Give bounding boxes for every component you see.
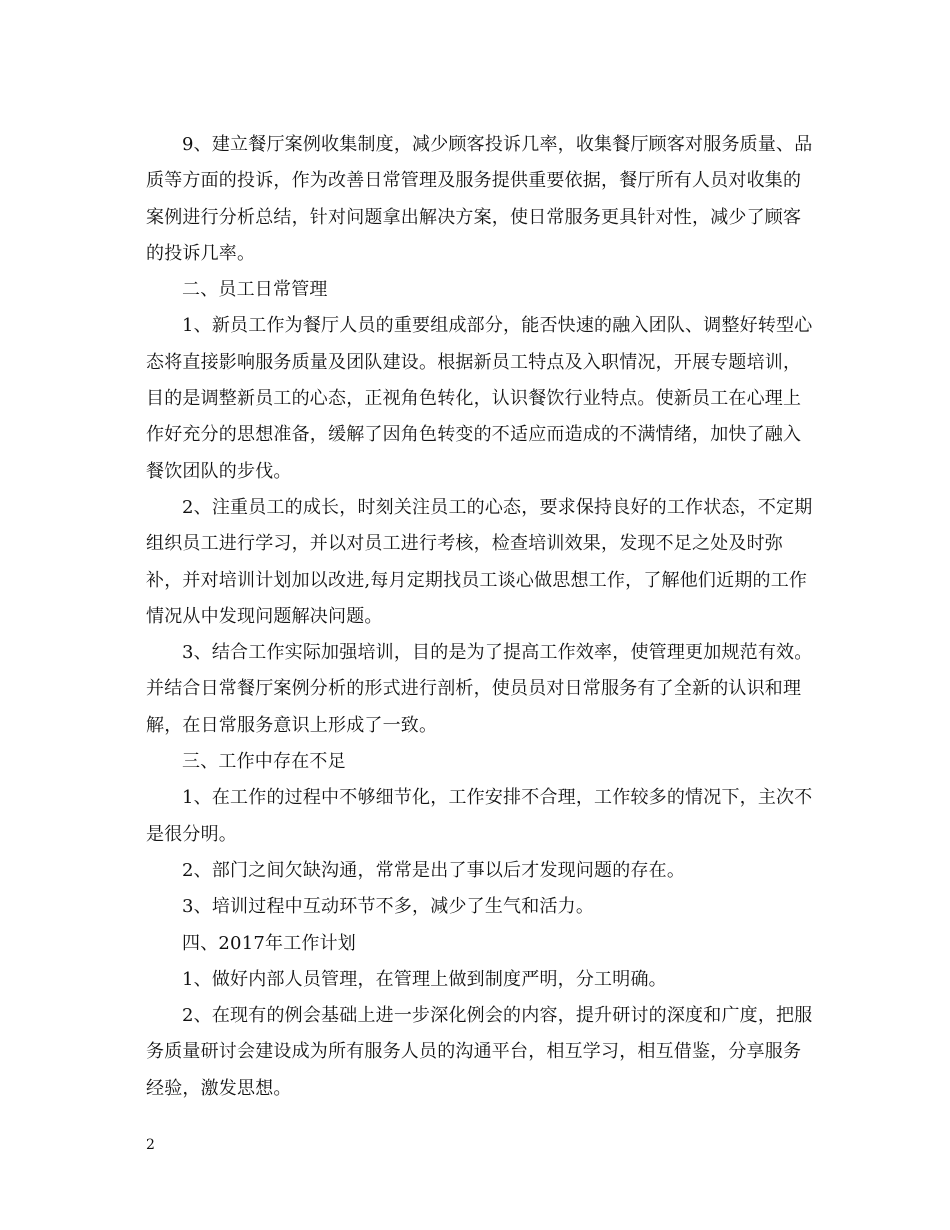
page-number: 2	[146, 1137, 155, 1153]
paragraph-shortcoming-2: 2、部门之间欠缺沟通，常常是出了事以后才发现问题的存在。	[182, 859, 686, 881]
paragraph-training: 3、结合工作实际加强培训，目的是为了提高工作效率，使管理更加规范有效。并结合日常餐厅案例分析的形式进行剖析，使员员对日常服务有了全新的认识和理解，在日常服务意识上形成了一致。	[146, 642, 813, 736]
paragraph-case-collection: 9、建立餐厅案例收集制度，减少顾客投诉几率，收集餐厅顾客对服务质量、品质等方面的投诉，作为改善日常管理及服务提供重要依据，餐厅所有人员对收集的案例进行分析总结，针对问题拿出解决方案，使日常服务更具针对性，减少了顾客的投诉几率。	[146, 134, 813, 264]
section-heading-shortcomings: 三、工作中存在不足	[182, 751, 346, 773]
section-heading-work-plan: 四、2017年工作计划	[182, 932, 357, 954]
section-heading-staff-management: 二、员工日常管理	[182, 279, 328, 301]
paragraph-new-staff: 1、新员工作为餐厅人员的重要组成部分，能否快速的融入团队、调整好转型心态将直接影响服务质量及团队建设。根据新员工特点及入职情况，开展专题培训，目的是调整新员工的心态，正视角色转化，认识餐饮行业特点。使新员工在心理上作好充分的思想准备，缓解了因角色转变的不适应而造成的不满情绪，加快了融入餐饮团队的步伐。	[146, 315, 813, 482]
paragraph-shortcoming-1: 1、在工作的过程中不够细节化，工作安排不合理，工作较多的情况下，主次不是很分明。	[146, 787, 813, 845]
paragraph-staff-growth: 2、注重员工的成长，时刻关注员工的心态，要求保持良好的工作状态，不定期组织员工进行学习，并以对员工进行考核，检查培训效果，发现不足之处及时弥补，并对培训计划加以改进,每月定期找员工谈心做思想工作，了解他们近期的工作情况从中发现问题解决问题。	[146, 496, 813, 627]
paragraph-plan-1: 1、做好内部人员管理，在管理上做到制度严明，分工明确。	[182, 968, 667, 990]
document-body	[146, 127, 818, 1107]
paragraph-plan-2: 2、在现有的例会基础上进一步深化例会的内容，提升研讨的深度和广度，把服务质量研讨会建设成为所有服务人员的沟通平台，相互学习，相互借鉴，分享服务经验，激发思想。	[146, 1005, 813, 1099]
paragraph-shortcoming-3: 3、培训过程中互动环节不多，减少了生气和活力。	[182, 896, 595, 918]
